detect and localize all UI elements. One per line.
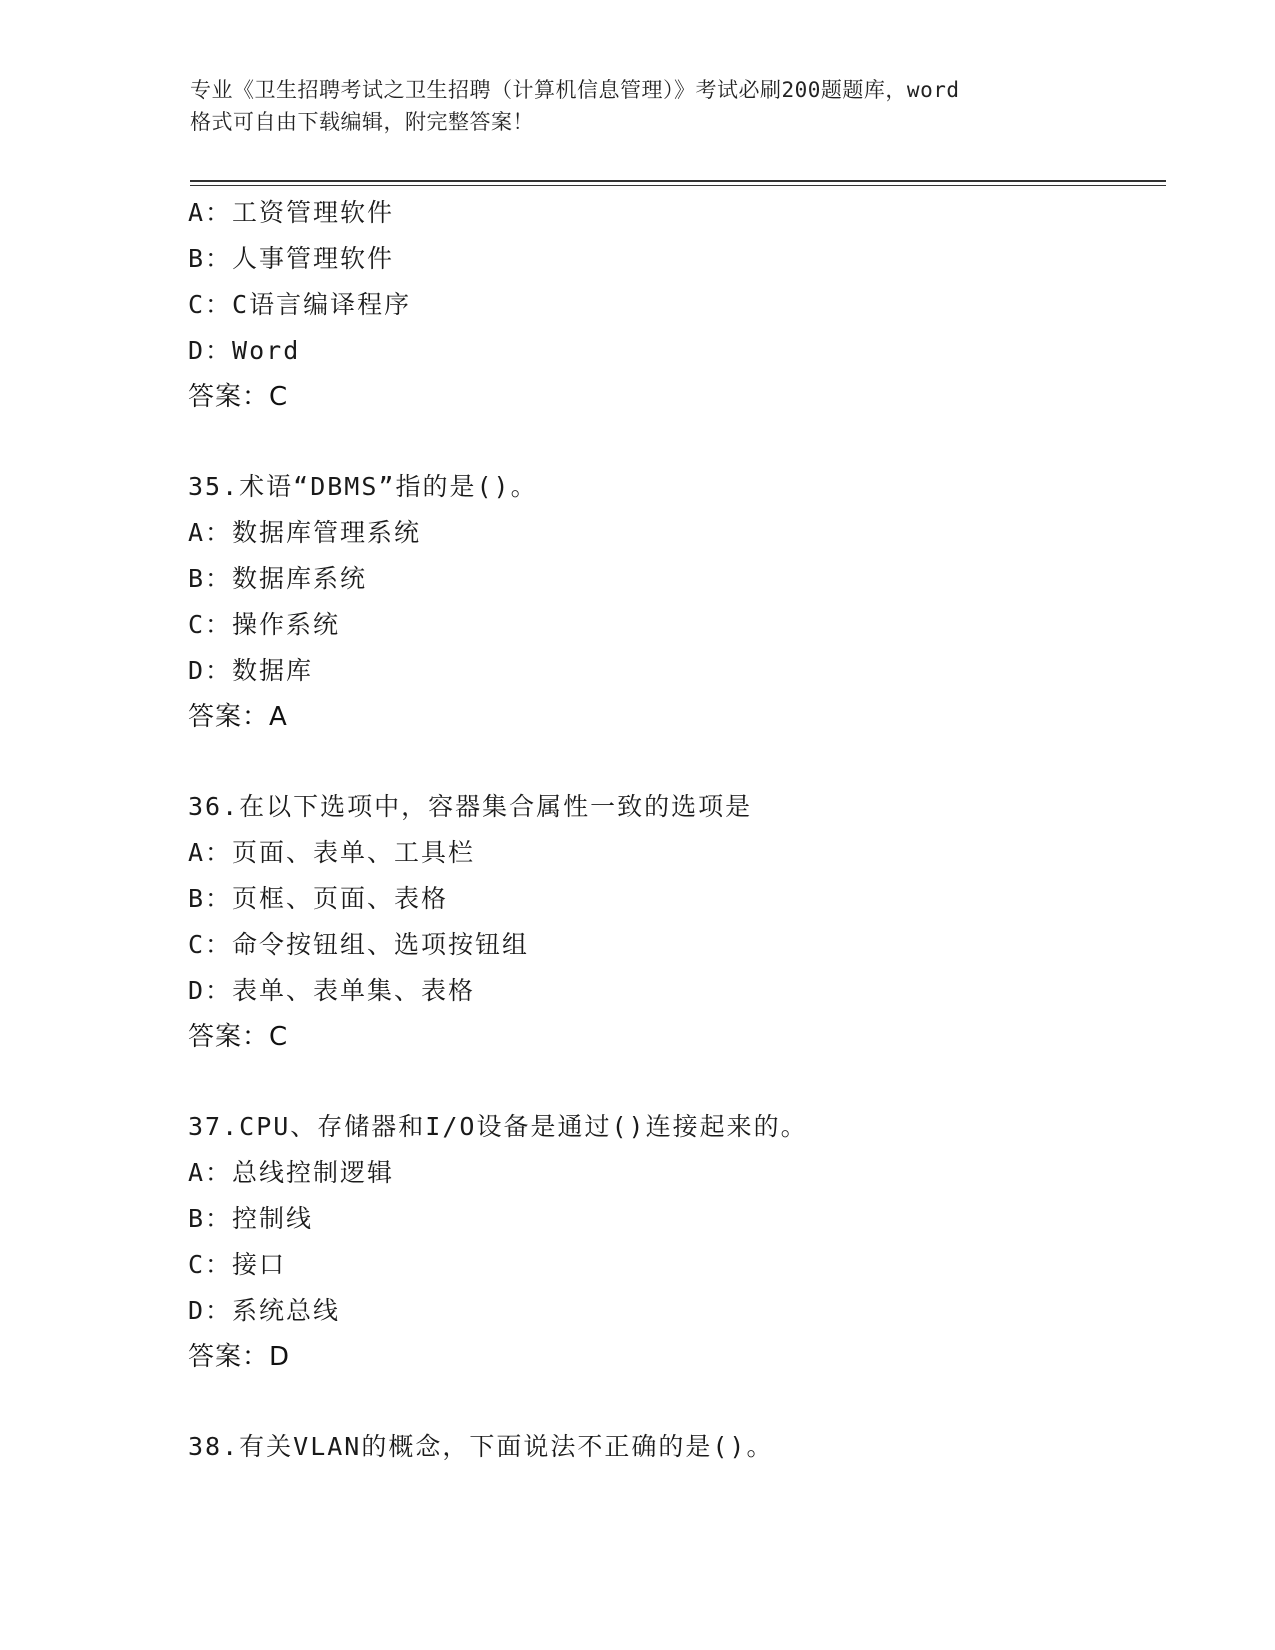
header-divider-thick <box>190 180 1166 182</box>
option-d: D：表单、表单集、表格 <box>188 976 476 1005</box>
question-text: 38.有关VLAN的概念，下面说法不正确的是()。 <box>188 1432 774 1461</box>
question-block-37 <box>188 1104 1168 1380</box>
spacer <box>188 740 1168 784</box>
option-c: C：命令按钮组、选项按钮组 <box>188 930 530 959</box>
answer: 答案：C <box>188 1022 289 1052</box>
question-block-35 <box>188 464 1168 740</box>
question-block-36 <box>188 784 1168 1060</box>
option-a: A：数据库管理系统 <box>188 518 422 547</box>
answer: 答案：C <box>188 382 289 412</box>
option-a: A：总线控制逻辑 <box>188 1158 395 1187</box>
question-text: 37.CPU、存储器和I/O设备是通过()连接起来的。 <box>188 1112 808 1141</box>
question-text: 35.术语“DBMS”指的是()。 <box>188 472 538 501</box>
header-line-2: 格式可自由下载编辑，附完整答案！ <box>190 110 534 134</box>
option-d: D：数据库 <box>188 656 314 685</box>
option-c: C：操作系统 <box>188 610 341 639</box>
option-b: B：页框、页面、表格 <box>188 884 449 913</box>
answer: 答案：A <box>188 702 288 732</box>
option-b: B：数据库系统 <box>188 564 368 593</box>
question-list <box>188 190 1168 1470</box>
option-d: D：Word <box>188 336 301 365</box>
question-block-38 <box>188 1424 1168 1470</box>
option-d: D：系统总线 <box>188 1296 341 1325</box>
question-text: 36.在以下选项中，容器集合属性一致的选项是 <box>188 792 753 821</box>
question-block-34 <box>188 190 1168 420</box>
spacer <box>188 420 1168 464</box>
spacer <box>188 1380 1168 1424</box>
option-a: A：工资管理软件 <box>188 198 395 227</box>
option-c: C：C语言编译程序 <box>188 290 412 319</box>
option-b: B：人事管理软件 <box>188 244 395 273</box>
header-line-1: 专业《卫生招聘考试之卫生招聘（计算机信息管理）》考试必刷200题题库，word <box>190 78 960 102</box>
option-a: A：页面、表单、工具栏 <box>188 838 476 867</box>
document-header <box>190 74 1110 138</box>
option-c: C：接口 <box>188 1250 287 1279</box>
answer: 答案：D <box>188 1342 291 1372</box>
header-divider-thin <box>190 185 1166 186</box>
spacer <box>188 1060 1168 1104</box>
option-b: B：控制线 <box>188 1204 314 1233</box>
